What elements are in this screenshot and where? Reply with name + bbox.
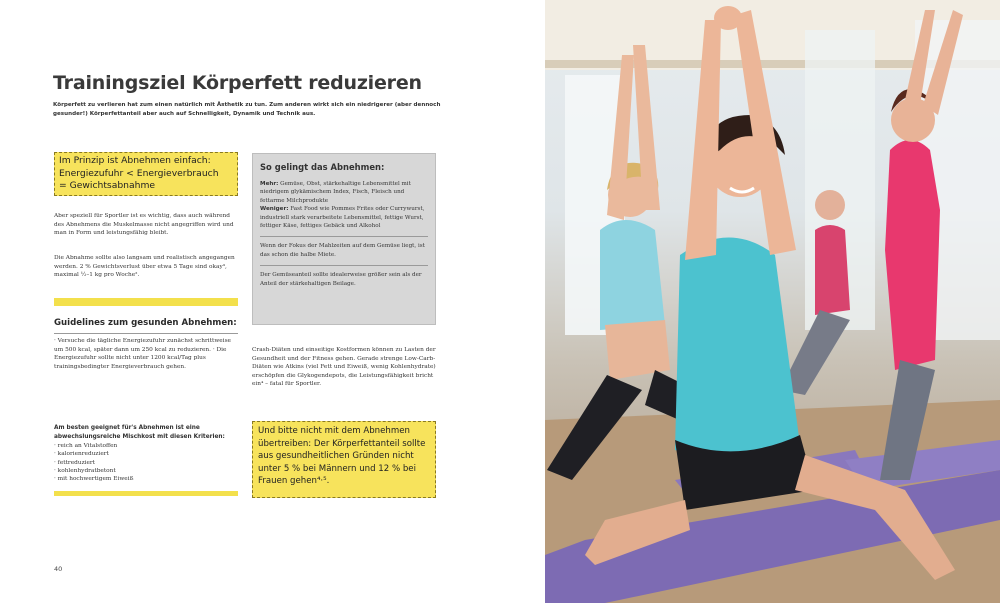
- person-blonde-shirt: [600, 220, 665, 330]
- highlight-line-3: = Gewichtsabnahme: [59, 180, 156, 191]
- tips-mehr-label: Mehr:: [260, 181, 279, 187]
- tips-box: [252, 153, 436, 325]
- best-suited-text: Am besten geeignet für's Abnehmen ist eine abwechslungsreiche Mischkost mit diesen Kriterien:: [54, 425, 225, 440]
- person-far-head: [815, 190, 845, 220]
- person-main-hands: [714, 6, 742, 30]
- list-item: · kohlenhydratbetont: [54, 467, 116, 474]
- yellow-divider: [54, 491, 238, 496]
- person-main-shirt: [675, 238, 800, 459]
- highlight-line-1: Im Prinzip ist Abnehmen einfach:: [59, 155, 211, 166]
- tips-box-title: So gelingt das Abnehmen:: [260, 162, 385, 172]
- intro-text: Körperfett zu verlieren hat zum einen natürlich mit Ästhetik zu tun. Zum anderen wirkt sich ein niedrigerer (aber dennoch gesunder!) Körperfettanteil aber auch auf Schnelligkeit, Dynamik und Technik aus.: [53, 102, 441, 117]
- person-far-shirt: [815, 225, 850, 315]
- tips-tip-2: Der Gemüseanteil sollte idealerweise größer sein als der Anteil der stärkehaltigen Beilage.: [260, 272, 422, 287]
- criteria-list: [54, 442, 240, 483]
- list-item: · reich an Vitalstoffen: [54, 443, 118, 449]
- tips-separator: [260, 236, 428, 237]
- person-pink-shirt: [885, 140, 940, 370]
- page-number: 40: [54, 565, 63, 573]
- warning-box: Und bitte nicht mit dem Abnehmen übertreiben: Der Körperfettanteil sollte aus gesundheitlichen Gründen nicht unter 5 % bei Männern und 12 % bei Frauen gehen⁴·⁵.: [252, 421, 436, 498]
- list-item: · mit hochwertigem Eiweiß: [54, 476, 134, 483]
- tips-weniger-label: Weniger:: [260, 206, 289, 213]
- yoga-class-photo: [545, 0, 1000, 603]
- paragraph-1: Aber speziell für Sportler ist es wichtig, dass auch während des Abnehmens die Muskelmasse nicht angegriffen wird und man in Form und leistungsfähig bleibt.: [54, 213, 234, 237]
- guidelines-text: · Versuche die tägliche Energiezufuhr zunächst schrittweise um 500 kcal, später dann um 250 kcal zu reduzieren. · Die Energiezufuhr sollte nicht unter 1200 kcal/Tag plus trainingsbedingter Energieverbrauch gehen.: [54, 338, 231, 370]
- yellow-divider: [54, 298, 238, 306]
- person-blonde-torso: [605, 320, 670, 380]
- tips-weniger-text: Fast Food wie Pommes Frites oder Currywurst, industriell stark verarbeitete Lebensmittel, fettige Wurst, fettiger Käse, fettiges Gebäck und Alkohol: [260, 206, 425, 230]
- tips-weniger: [260, 205, 428, 230]
- guidelines-rule: [54, 333, 238, 334]
- page-title: Trainingsziel Körperfett reduzieren: [53, 72, 422, 94]
- paragraph-2: Die Abnahme sollte also langsam und realistisch angegangen werden. 2 % Gewichtsverlust über etwa 5 Tage sind okay³, maximal ½–1 kg pro Woche².: [54, 255, 235, 279]
- tips-tip-1: Wenn der Fokus der Mahlzeiten auf dem Gemüse liegt, ist das schon die halbe Miete.: [260, 243, 425, 258]
- list-item: · fettreduziert: [54, 459, 96, 466]
- highlight-box: [54, 152, 238, 196]
- tips-mehr-text: Gemüse, Obst, stärkehaltige Lebensmittel mit niedrigem glykämischem Index, Fisch, Fleisch und fettarme Milchprodukte: [260, 181, 411, 204]
- tips-separator: [260, 265, 428, 266]
- highlight-line-2: Energiezufuhr < Energieverbrauch: [59, 167, 219, 179]
- crash-diet-text: Crash-Diäten und einseitige Kostformen können zu Lasten der Gesundheit und der Fitness gehen. Gerade strenge Low-Carb-Diäten wie Atkins (viel Fett und Eiweiß, wenig Kohlenhydrate) erschöpfen die Glykogendepots, die Leistungsfähigkeit bricht ein⁴ – fatal für Sportler.: [252, 347, 436, 388]
- yoga-photo-illustration: [545, 0, 1000, 603]
- tips-mehr: [260, 180, 428, 205]
- guidelines-heading: Guidelines zum gesunden Abnehmen:: [54, 318, 237, 328]
- list-item: · kalorienreduziert: [54, 451, 109, 458]
